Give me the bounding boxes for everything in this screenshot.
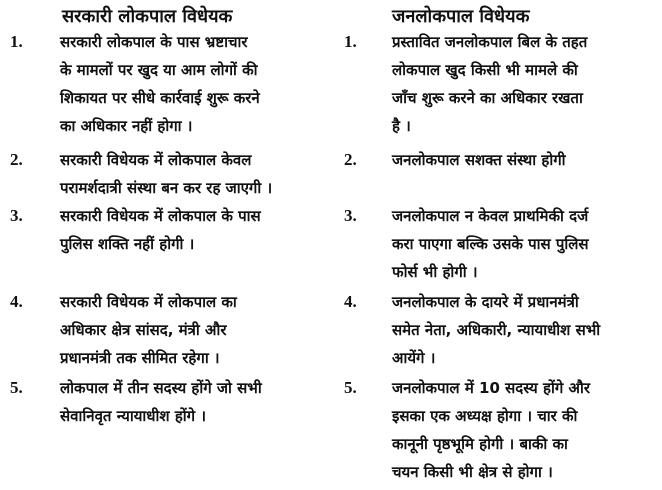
text-line: प्रधानमंत्री तक सीमित रहेगा । <box>60 349 220 367</box>
text-line: सेवानिवृत न्यायाधीश होंगे । <box>60 407 207 425</box>
left-item-number: 5. <box>10 378 23 397</box>
right-item-number: 2. <box>344 150 357 169</box>
text-line: प्रस्तावित जनलोकपाल बिल के तहत <box>392 33 588 51</box>
left-item-number: 4. <box>10 292 23 311</box>
left-item-text <box>60 288 237 372</box>
text-line: चयन किसी भी क्षेत्र से होगा । <box>392 463 553 481</box>
right-item-number: 3. <box>344 206 357 225</box>
left-item-number: 1. <box>10 32 23 51</box>
text-line: लोकपाल में तीन सदस्य होंगे जो सभी <box>60 379 262 397</box>
right-item-text <box>392 288 600 372</box>
text-line: का अधिकार नहीं होगा । <box>60 117 193 135</box>
heading-janlokpal-bill: जनलोकपाल विधेयक <box>392 6 530 27</box>
right-item-text <box>392 202 589 286</box>
text-line: करा पाएगा बल्कि उसके पास पुलिस <box>392 235 589 253</box>
text-line: जनलोकपाल सशक्त संस्था होगी <box>392 151 566 169</box>
text-line: समेत नेता, अधिकारी, न्यायाधीश सभी <box>392 321 601 339</box>
text-line: इसका एक अध्यक्ष होगा । चार की <box>392 407 578 425</box>
right-item-number: 5. <box>344 378 357 397</box>
left-item-text <box>60 146 272 202</box>
text-line: है । <box>392 117 411 135</box>
text-line: जनलोकपाल न केवल प्राथमिकी दर्ज <box>392 207 589 225</box>
text-line: पुलिस शक्ति नहीं होगी । <box>60 235 195 253</box>
text-line: लोकपाल खुद किसी भी मामले की <box>392 61 578 79</box>
text-line: आयेंगे । <box>392 349 436 367</box>
heading-government-bill: सरकारी लोकपाल विधेयक <box>62 6 233 27</box>
text-line: कानूनी पृष्ठभूमि होगी । बाकी का <box>392 435 568 453</box>
left-item-number: 3. <box>10 206 23 225</box>
text-line: परामर्शदात्री संस्था बन कर रह जाएगी । <box>60 179 273 197</box>
right-item-number: 1. <box>344 32 357 51</box>
text-line: फोर्स भी होगी । <box>392 263 478 281</box>
text-line: जनलोकपाल में 10 सदस्य होंगे और <box>392 379 590 397</box>
text-line: सरकारी विधेयक में लोकपाल का <box>60 293 237 311</box>
text-line: सरकारी विधेयक में लोकपाल के पास <box>60 207 261 225</box>
text-line: सरकारी विधेयक में लोकपाल केवल <box>60 151 252 169</box>
right-item-number: 4. <box>344 292 357 311</box>
text-line: जनलोकपाल के दायरे में प्रधानमंत्री <box>392 293 579 311</box>
left-item-text <box>60 374 262 430</box>
text-line: के मामलों पर खुद या आम लोगों की <box>60 61 258 79</box>
right-item-text <box>392 28 587 140</box>
left-item-text <box>60 202 261 258</box>
text-line: सरकारी लोकपाल के पास भ्रष्टाचार <box>60 33 248 51</box>
text-line: शिकायत पर सीधे कार्रवाई शुरू करने <box>60 89 260 107</box>
text-line: अधिकार क्षेत्र सांसद, मंत्री और <box>60 321 227 339</box>
text-line: जाँच शुरू करने का अधिकार रखता <box>392 89 583 107</box>
right-item-text <box>392 146 566 174</box>
left-item-number: 2. <box>10 150 23 169</box>
right-item-text <box>392 374 590 486</box>
left-item-text <box>60 28 260 140</box>
